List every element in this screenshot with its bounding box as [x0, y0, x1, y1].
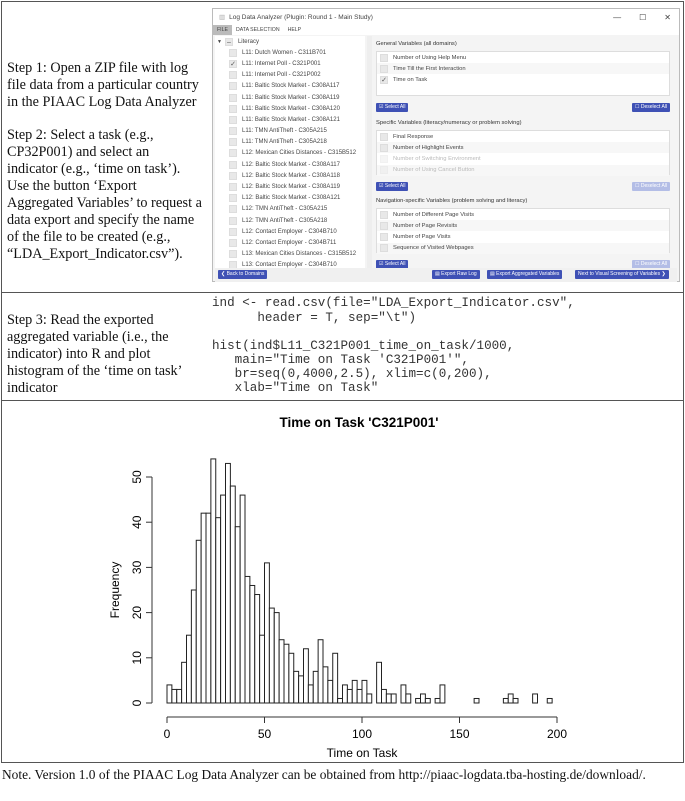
checkbox-icon[interactable] [380, 133, 388, 141]
tree-item[interactable] [215, 237, 365, 248]
minimize-icon[interactable]: — [613, 12, 622, 22]
tree-item[interactable] [215, 114, 365, 125]
collapse-box-icon[interactable]: – [225, 38, 233, 46]
x-tick-label: 200 [546, 727, 568, 741]
histogram-bar [508, 694, 513, 703]
variable-label: Number of Using Cancel Button [393, 167, 475, 174]
tree-item-label: L12: TMN AntiTheft - C305A218 [242, 217, 328, 224]
tree-item[interactable] [215, 226, 365, 237]
tree-item-label: L11: TMN AntiTheft - C305A215 [242, 128, 327, 135]
histogram-bar [299, 676, 304, 703]
tree-item-label: L11: Internet Poll - C321P002 [242, 72, 321, 79]
checkbox-icon[interactable] [229, 228, 237, 236]
x-axis-label: Time on Task [326, 746, 398, 760]
variable-item[interactable] [377, 74, 669, 85]
histogram-bar [401, 685, 406, 703]
checkbox-icon[interactable] [229, 261, 237, 268]
variable-item[interactable] [377, 165, 669, 176]
variable-item[interactable] [377, 209, 669, 220]
tree-item[interactable] [215, 193, 365, 204]
checkbox-icon[interactable] [229, 149, 237, 157]
tree-item[interactable] [215, 47, 365, 58]
tree-item[interactable] [215, 92, 365, 103]
variable-label: Number of Page Revisits [393, 222, 458, 229]
close-icon[interactable]: ✕ [664, 12, 671, 22]
histogram-bar [440, 685, 445, 703]
checkbox-icon[interactable] [380, 166, 388, 174]
variable-item[interactable] [377, 131, 669, 142]
chart-title: Time on Task 'C321P001' [279, 415, 439, 430]
histogram-bar [357, 689, 362, 703]
tree-item-label: L11: Dutch Women - C311B701 [242, 49, 327, 56]
tree-item[interactable] [215, 159, 365, 170]
variable-item[interactable] [377, 52, 669, 63]
histogram-bar [338, 698, 343, 703]
step2-text: Step 2: Select a task (e.g., CP32P001) and select an indicator (e.g., ‘time on task’). Use the button ‘Export Aggregated Variables’ to request a data export and specify the name of the file to be created (e.g., “LDA_Export_Indicator.csv”). [7, 127, 202, 262]
y-tick-label: 50 [130, 470, 144, 484]
maximize-icon[interactable]: ☐ [639, 12, 647, 22]
task-tree [215, 36, 365, 268]
checkbox-icon[interactable] [229, 205, 237, 213]
next-visual-screening-button[interactable]: Next to Visual Screening of Variables ❯ [575, 270, 669, 279]
tree-item-label: L12: Contact Employer - C304B710 [242, 228, 337, 235]
variable-label: Number of Switching Environment [393, 155, 481, 162]
variable-label: Number of Highlight Events [393, 144, 464, 151]
histogram-bar [216, 518, 221, 703]
checkbox-icon[interactable] [380, 211, 388, 219]
tree-item[interactable] [215, 103, 365, 114]
checkbox-icon[interactable] [380, 65, 388, 73]
code-line: ind <- read.csv(file="LDA_Export_Indicator.csv", [212, 296, 575, 310]
tree-item-label: L11: Internet Poll - C321P001 [242, 60, 321, 67]
tree-item-label: L12: Mexican Cities Distances - C315B512 [242, 150, 357, 157]
histogram-bar [386, 694, 391, 703]
deselect-all-button[interactable]: ☐ Deselect All [632, 103, 670, 112]
general-heading: General Variables (all domains) [376, 41, 457, 47]
histogram-bar [211, 459, 216, 703]
variable-item[interactable] [377, 243, 669, 254]
histogram-bar [547, 698, 552, 703]
checkbox-icon[interactable] [380, 54, 388, 62]
histogram-bar [406, 694, 411, 703]
histogram-bar [533, 694, 538, 703]
histogram-bar [274, 613, 279, 703]
tree-item-label: L11: Baltic Stock Market - C308A117 [242, 83, 340, 90]
histogram-chart [0, 401, 685, 763]
menu-help[interactable]: HELP [287, 27, 302, 33]
tree-item-label: L11: Baltic Stock Market - C308A120 [242, 105, 340, 112]
figure-note: Note. Version 1.0 of the PIAAC Log Data Analyzer can be obtained from http://piaac-logdata.tba-hosting.de/download/. [2, 767, 646, 782]
histogram-bar [294, 671, 299, 703]
checkbox-icon[interactable] [380, 233, 388, 241]
histogram-bar [362, 680, 367, 703]
variable-label: Time on Task [393, 76, 428, 83]
histogram-bar [255, 595, 260, 703]
histogram-bar [279, 640, 284, 703]
tree-item[interactable] [215, 148, 365, 159]
x-tick-label: 50 [257, 727, 272, 741]
variable-label: Number of Different Page Visits [393, 211, 474, 218]
tree-item[interactable] [215, 137, 365, 148]
y-axis-label: Frequency [108, 561, 122, 619]
navigation-list [376, 208, 670, 253]
histogram-bar [196, 540, 201, 703]
tree-item[interactable] [215, 215, 365, 226]
histogram-bar [265, 563, 270, 703]
deselect-all-button[interactable]: ☐ Deselect All [632, 182, 670, 191]
tree-item-label: L11: TMN AntiTheft - C305A218 [242, 139, 327, 146]
histogram-bar [289, 653, 294, 703]
tree-scrollbar[interactable] [367, 36, 372, 268]
tree-item[interactable] [215, 126, 365, 137]
histogram-bar [226, 463, 231, 703]
histogram-bar [435, 698, 440, 703]
variable-label: Final Response [393, 133, 434, 140]
x-tick-label: 0 [163, 727, 171, 741]
export-raw-log-button[interactable]: ▤ Export Raw Log [432, 270, 480, 279]
variable-item[interactable] [377, 142, 669, 153]
variable-item[interactable] [377, 63, 669, 74]
checkbox-icon[interactable] [229, 127, 237, 135]
checkbox-icon[interactable] [380, 244, 388, 252]
menu-bar [213, 25, 679, 35]
tree-item[interactable] [215, 249, 365, 260]
code-line: main="Time on Task 'C321P001'", [212, 353, 469, 367]
histogram-bar [367, 694, 372, 703]
step1-text: Step 1: Open a ZIP file with log file data from a particular country in the PIAAC Log Data Analyzer [7, 60, 199, 110]
code-line: header = T, sep="\t") [212, 311, 417, 325]
select-all-button[interactable]: ☑ Select All [376, 260, 408, 268]
histogram-bar [391, 694, 396, 703]
tree-item-label: L13: Contact Employer - C304B710 [242, 262, 337, 268]
y-tick-label: 40 [130, 515, 144, 529]
checkbox-icon[interactable] [229, 116, 237, 124]
app-window [212, 8, 680, 282]
checkbox-icon[interactable] [229, 239, 237, 247]
histogram-bar [221, 495, 226, 703]
variable-label: Number of Using Help Menu [393, 54, 467, 61]
deselect-all-button[interactable]: ☐ Deselect All [632, 260, 670, 268]
checkbox-icon[interactable] [380, 155, 388, 163]
checkbox-icon[interactable] [229, 172, 237, 180]
menu-data-selection[interactable]: DATA SELECTION [235, 27, 280, 33]
histogram-bar [230, 486, 235, 703]
checkbox-icon[interactable] [229, 49, 237, 57]
variable-item[interactable] [377, 153, 669, 164]
histogram-bar [191, 590, 196, 703]
histogram-bar [182, 662, 187, 703]
checkbox-icon[interactable] [229, 161, 237, 169]
row-divider [1, 292, 684, 293]
variable-label: Sequence of Visited Webpages [393, 245, 474, 252]
export-aggregated-button[interactable]: ▤ Export Aggregated Variables [487, 270, 562, 279]
checkbox-icon[interactable] [229, 94, 237, 102]
tree-item[interactable] [215, 181, 365, 192]
histogram-bar [347, 689, 352, 703]
tree-root[interactable] [215, 36, 365, 47]
histogram-bar [416, 698, 421, 703]
expand-icon[interactable]: ▼ [217, 38, 222, 45]
back-to-domains-button[interactable]: ❮ Back to Domains [218, 270, 267, 279]
tree-item-label: L12: Baltic Stock Market - C308A119 [242, 184, 340, 191]
bottom-bar [215, 268, 677, 282]
variables-panel [374, 36, 674, 268]
histogram-bar [235, 527, 240, 703]
checkbox-icon[interactable] [229, 71, 237, 79]
histogram-bar [250, 585, 255, 703]
tree-item[interactable] [215, 170, 365, 181]
histogram-bar [304, 649, 309, 703]
checkbox-icon[interactable] [229, 138, 237, 146]
histogram-bar [333, 653, 338, 703]
y-tick-label: 10 [130, 651, 144, 665]
variable-label: Number of Page Visits [393, 233, 451, 240]
histogram-bar [172, 689, 177, 703]
general-list [376, 51, 670, 96]
variable-item[interactable] [377, 231, 669, 242]
checkbox-icon[interactable] [229, 250, 237, 258]
histogram-bar [343, 685, 348, 703]
code-line: xlab="Time on Task" [212, 381, 379, 395]
y-tick-label: 0 [130, 699, 144, 707]
histogram-bar [260, 635, 265, 703]
histogram-bar [240, 495, 245, 703]
histogram-bar [382, 689, 387, 703]
histogram-bar [513, 698, 518, 703]
x-tick-label: 150 [449, 727, 470, 741]
tree-item-label: L12: Contact Employer - C304B711 [242, 239, 337, 246]
checkbox-icon[interactable] [229, 183, 237, 191]
y-tick-label: 20 [130, 605, 144, 620]
histogram-bar [425, 698, 430, 703]
window-title: Log Data Analyzer (Plugin: Round 1 - Main Study) [229, 13, 373, 21]
app-icon: ▥ [219, 14, 226, 21]
histogram-bar [245, 576, 250, 703]
histogram-bar [318, 640, 323, 703]
histogram-bar [167, 685, 172, 703]
histogram-bar [201, 513, 206, 703]
select-all-button[interactable]: ☑ Select All [376, 103, 408, 112]
histogram-bar [323, 667, 328, 703]
x-tick-label: 100 [351, 727, 373, 741]
checkbox-icon[interactable] [229, 194, 237, 202]
tree-root-label: Literacy [237, 38, 259, 45]
histogram-bar [206, 513, 211, 703]
tree-item-label: L12: Baltic Stock Market - C308A118 [242, 172, 340, 179]
title-bar [213, 9, 679, 25]
histogram-bar [377, 662, 382, 703]
histogram-bar [313, 671, 318, 703]
checked-checkbox-icon[interactable]: ✓ [230, 60, 236, 68]
histogram-bar [308, 685, 313, 703]
select-all-button[interactable]: ☑ Select All [376, 182, 408, 191]
menu-file[interactable]: FILE [213, 25, 232, 35]
histogram-bar [284, 644, 289, 703]
histogram-bar [352, 680, 357, 703]
checkbox-icon[interactable] [380, 144, 388, 152]
tree-item-label: L12: Baltic Stock Market - C308A117 [242, 161, 340, 168]
tree-item-label: L11: Baltic Stock Market - C308A119 [242, 94, 340, 101]
tree-item-label: L12: TMN AntiTheft - C305A215 [242, 206, 328, 213]
checkbox-icon[interactable] [380, 222, 388, 230]
histogram-bar [269, 608, 274, 703]
tree-item-label: L11: Baltic Stock Market - C308A121 [242, 116, 340, 123]
histogram-bar [177, 689, 182, 703]
tree-item[interactable] [215, 81, 365, 92]
checkbox-icon[interactable] [229, 105, 237, 113]
code-line: br=seq(0,4000,2.5), xlim=c(0,200), [212, 367, 492, 381]
histogram-bar [421, 694, 426, 703]
tree-item[interactable] [215, 204, 365, 215]
navigation-heading: Navigation-specific Variables (problem solving and literacy) [376, 198, 528, 204]
specific-list [376, 130, 670, 175]
specific-heading: Specific Variables (literacy/numeracy or problem solving) [376, 120, 522, 126]
step3-text: Step 3: Read the exported aggregated variable (i.e., the indicator) into R and plot histogram of the ‘time on task’ indicator [7, 312, 182, 396]
tree-item[interactable] [215, 58, 365, 69]
checked-checkbox-icon[interactable]: ✓ [381, 76, 387, 84]
code-line: hist(ind$L11_C321P001_time_on_task/1000, [212, 339, 515, 353]
histogram-bar [503, 698, 508, 703]
histogram-bar [328, 680, 333, 703]
histogram-bar [187, 635, 192, 703]
tree-item-label: L12: Baltic Stock Market - C308A121 [242, 195, 341, 202]
histogram-bar [474, 698, 479, 703]
variable-item[interactable] [377, 220, 669, 231]
tree-item[interactable] [215, 260, 365, 268]
tree-item-label: L13: Mexican Cities Distances - C315B512 [242, 251, 357, 258]
variable-label: Time Till the First Interaction [393, 65, 466, 72]
checkbox-icon[interactable] [229, 82, 237, 90]
y-tick-label: 30 [130, 560, 144, 575]
tree-item[interactable] [215, 70, 365, 81]
checkbox-icon[interactable] [229, 217, 237, 225]
